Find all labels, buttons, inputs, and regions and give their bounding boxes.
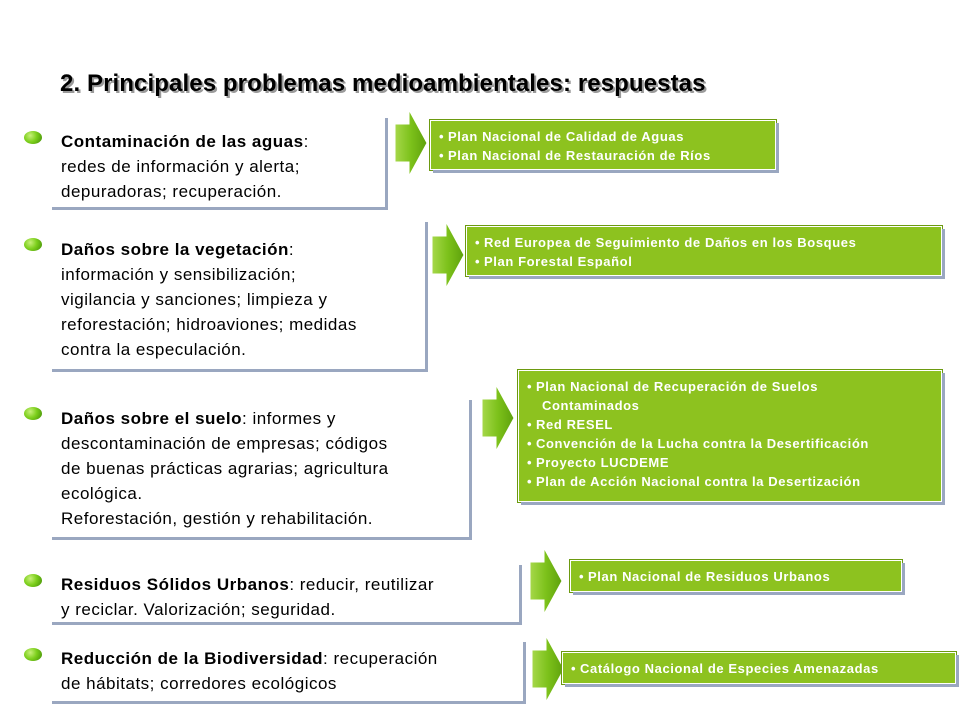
list-item: • Convención de la Lucha contra la Desertificación (527, 436, 869, 451)
section-text-waste: Residuos Sólidos Urbanos: reducir, reutilizar y reciclar. Valorización; seguridad. (61, 575, 434, 619)
response-box-vegetation (466, 226, 942, 276)
bullet-dot-icon (24, 238, 42, 251)
arrow-right-icon (532, 636, 564, 702)
page-title: 2. Principales problemas medioambientales: respuestas (60, 70, 706, 97)
section-line: contra la especulación. (61, 340, 247, 359)
list-item: • Plan Forestal Español (475, 254, 633, 269)
section-label: Daños sobre la vegetación (61, 240, 289, 259)
section-text-biodiversity: Reducción de la Biodiversidad: recuperación de hábitats; corredores ecológicos (61, 649, 438, 693)
section-label: Daños sobre el suelo (61, 409, 242, 428)
response-text: Plan Nacional de Recuperación de Suelos (536, 379, 819, 394)
list-item: • Plan Nacional de Calidad de Aguas (439, 129, 685, 144)
section-line: ecológica. (61, 484, 143, 503)
list-item: • Proyecto LUCDEME (527, 455, 670, 470)
response-continuation: Contaminados (542, 398, 640, 413)
bullet-dot-icon (24, 574, 42, 587)
arrow-right-icon (432, 222, 464, 288)
response-box-waste (570, 560, 902, 592)
bullet-dot-icon (24, 407, 42, 420)
section-line: y reciclar. Valorización; seguridad. (61, 600, 336, 619)
section-line: información y sensibilización; (61, 265, 297, 284)
list-item: • Plan Nacional de Restauración de Ríos (439, 148, 711, 163)
section-text-vegetation: Daños sobre la vegetación: información y sensibilización; vigilancia y sanciones; limpieza y reforestación; hidroaviones; medidas contra la especulación. (61, 240, 357, 359)
list-item: • Catálogo Nacional de Especies Amenazadas (571, 661, 879, 676)
response-text: Catálogo Nacional de Especies Amenazadas (580, 661, 879, 676)
section-line: descontaminación de empresas; códigos (61, 434, 388, 453)
section-text-soil: Daños sobre el suelo: informes y descontaminación de empresas; códigos de buenas prácticas agrarias; agricultura ecológica. Reforestación, gestión y rehabilitación. (61, 409, 389, 528)
section-line: recuperación (333, 649, 438, 668)
response-box-soil (518, 370, 942, 502)
arrow-right-icon (395, 110, 427, 176)
section-line: informes y (252, 409, 336, 428)
bullet-dot-icon (24, 648, 42, 661)
list-item: • Plan de Acción Nacional contra la Desertización (527, 474, 861, 489)
section-line: Reforestación, gestión y rehabilitación. (61, 509, 373, 528)
arrow-right-icon (482, 385, 514, 451)
section-line: de buenas prácticas agrarias; agricultura (61, 459, 389, 478)
arrow-right-icon (530, 548, 562, 614)
section-label: Residuos Sólidos Urbanos (61, 575, 290, 594)
response-text: Plan Nacional de Calidad de Aguas (448, 129, 685, 144)
section-line: depuradoras; recuperación. (61, 182, 282, 201)
section-line: vigilancia y sanciones; limpieza y (61, 290, 328, 309)
list-item: • Red RESEL (527, 417, 613, 432)
bullet-dot-icon (24, 131, 42, 144)
response-text: Plan Nacional de Restauración de Ríos (448, 148, 711, 163)
section-line: redes de información y alerta; (61, 157, 300, 176)
list-item: • Plan Nacional de Recuperación de Suelos Contaminados (527, 377, 933, 415)
section-line: reducir, reutilizar (299, 575, 434, 594)
response-text: Convención de la Lucha contra la Desertificación (536, 436, 869, 451)
response-box-water (430, 120, 776, 170)
section-text-water: Contaminación de las aguas: redes de información y alerta; depuradoras; recuperación. (61, 132, 309, 201)
list-item: • Red Europea de Seguimiento de Daños en los Bosques (475, 235, 857, 250)
response-text: Red Europea de Seguimiento de Daños en los Bosques (484, 235, 857, 250)
response-text: Plan de Acción Nacional contra la Desertización (536, 474, 861, 489)
response-text: Proyecto LUCDEME (536, 455, 670, 470)
response-text: Plan Forestal Español (484, 254, 633, 269)
list-item: • Plan Nacional de Residuos Urbanos (579, 569, 831, 584)
response-text: Plan Nacional de Residuos Urbanos (588, 569, 831, 584)
response-box-biodiversity (562, 652, 956, 684)
section-label: Reducción de la Biodiversidad (61, 649, 324, 668)
section-line: de hábitats; corredores ecológicos (61, 674, 337, 693)
response-text: Red RESEL (536, 417, 613, 432)
section-line: reforestación; hidroaviones; medidas (61, 315, 357, 334)
section-label: Contaminación de las aguas (61, 132, 304, 151)
